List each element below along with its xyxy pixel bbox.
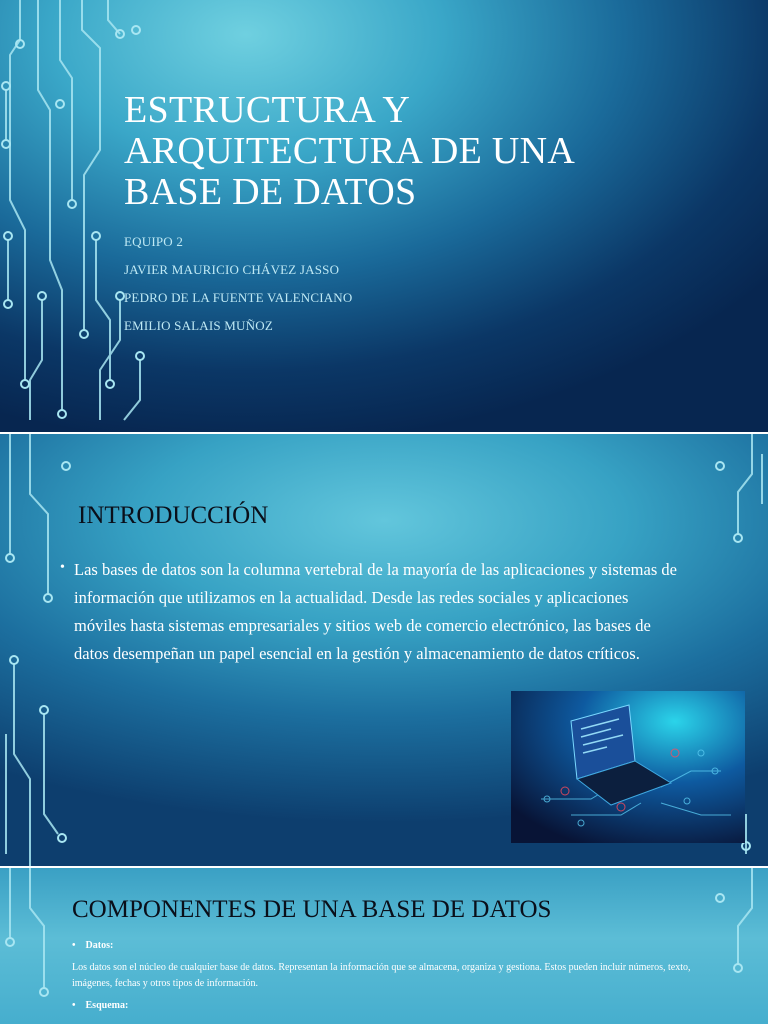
bullet-icon: • <box>72 1000 76 1011</box>
circuit-decoration <box>0 434 80 866</box>
intro-slide <box>0 434 768 866</box>
member-name: EMILIO SALAIS MUÑOZ <box>124 318 273 333</box>
laptop-database-image <box>511 691 745 843</box>
bullet-label: Esquema: <box>85 1000 129 1011</box>
circuit-decoration <box>700 868 768 1024</box>
bullet-text: Los datos son el núcleo de cualquier base de datos. Representan la información que se almacena, organiza y gestiona. Estos pueden incluir números, texto, imágenes, fechas y otros tipos de información. <box>72 962 691 989</box>
bullet-label: Datos: <box>85 940 114 951</box>
member-name: PEDRO DE LA FUENTE VALENCIANO <box>124 290 353 305</box>
intro-paragraph: Las bases de datos son la columna vertebral de la mayoría de las aplicaciones y sistemas de información que utilizamos en la actualidad. Desde las redes sociales y aplicaciones móviles hasta sistemas empresariales y sitios web de comercio electrónico, las bases de datos desempeñan un papel esencial en la gestión y almacenamiento de datos críticos. <box>74 560 677 663</box>
bullet-item-datos <box>72 940 113 951</box>
bullet-icon: • <box>60 560 65 575</box>
section-heading: INTRODUCCIÓN <box>78 502 269 529</box>
bullet-item-esquema <box>72 1000 128 1011</box>
components-slide <box>0 868 768 1024</box>
title-slide <box>0 0 768 432</box>
team-name: EQUIPO 2 <box>124 234 184 249</box>
section-heading: COMPONENTES DE UNA BASE DE DATOS <box>72 896 552 923</box>
member-name: JAVIER MAURICIO CHÁVEZ JASSO <box>124 262 340 277</box>
circuit-decoration <box>0 868 60 1024</box>
circuit-decoration <box>0 0 160 432</box>
presentation-title: ESTRUCTURA Y ARQUITECTURA DE UNA BASE DE DATOS <box>124 89 574 213</box>
bullet-icon: • <box>72 940 76 951</box>
